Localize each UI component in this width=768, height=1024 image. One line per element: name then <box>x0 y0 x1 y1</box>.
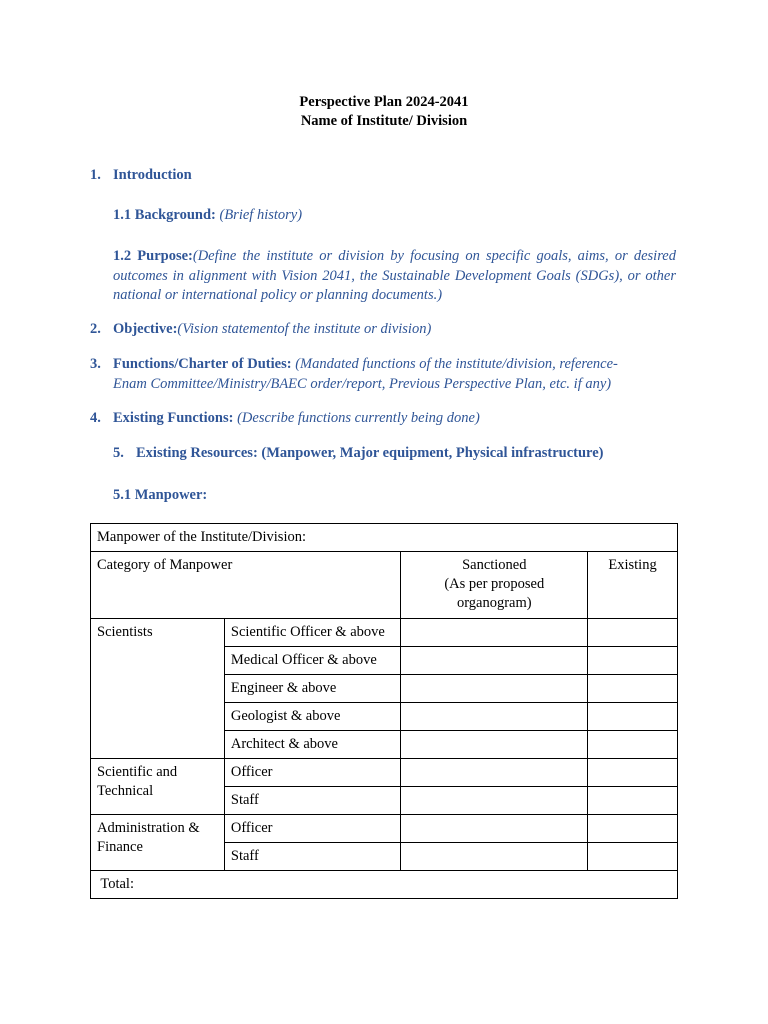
section-3-text-line1: (Mandated functions of the institute/division, reference- <box>291 356 618 372</box>
sanctioned-cell[interactable] <box>401 843 588 871</box>
group-scientists: Scientists <box>91 619 225 759</box>
existing-cell[interactable] <box>588 619 678 647</box>
group-name-line2: Finance <box>97 839 143 855</box>
header-sanctioned <box>401 552 588 619</box>
sanctioned-cell[interactable] <box>401 675 588 703</box>
table-caption-row <box>91 524 678 552</box>
group-name-line1: Administration & <box>97 820 200 836</box>
row-label: Staff <box>224 787 401 815</box>
row-label: Medical Officer & above <box>224 647 401 675</box>
existing-cell[interactable] <box>588 731 678 759</box>
section-3-heading: Functions/Charter of Duties: <box>113 356 292 372</box>
table-row <box>91 619 678 647</box>
header-existing: Existing <box>588 552 678 619</box>
total-label: Total: <box>91 871 678 899</box>
row-label: Officer <box>224 815 401 843</box>
group-administration-finance <box>91 815 225 871</box>
row-label: Architect & above <box>224 731 401 759</box>
section-1-2 <box>113 247 676 306</box>
section-1-heading: Introduction <box>113 167 192 183</box>
section-3-number: 3. <box>90 356 101 372</box>
section-2-number: 2. <box>90 321 101 337</box>
row-label: Officer <box>224 759 401 787</box>
section-1-2-text: (Define the institute or division by focusing on specific goals, aims, or desired outcomes in alignment with Vision 2041, the Sustainable Development Goals (SDGs), or other national or international policy or planning documents.) <box>113 248 676 303</box>
row-label: Engineer & above <box>224 675 401 703</box>
group-name-line2: Technical <box>97 783 154 799</box>
existing-cell[interactable] <box>588 759 678 787</box>
sanctioned-cell[interactable] <box>401 759 588 787</box>
sanctioned-cell[interactable] <box>401 619 588 647</box>
section-2-heading: Objective: <box>113 321 178 337</box>
header-sanctioned-line2: (As per proposed <box>444 576 545 592</box>
section-5-number: 5. <box>113 445 124 461</box>
sanctioned-cell[interactable] <box>401 731 588 759</box>
sanctioned-cell[interactable] <box>401 815 588 843</box>
table-caption: Manpower of the Institute/Division: <box>91 524 678 552</box>
section-5-1-heading: 5.1 Manpower: <box>113 487 208 503</box>
header-category: Category of Manpower <box>91 552 401 619</box>
existing-cell[interactable] <box>588 843 678 871</box>
existing-cell[interactable] <box>588 703 678 731</box>
existing-cell[interactable] <box>588 787 678 815</box>
section-1-2-heading: 1.2 Purpose: <box>113 248 193 264</box>
section-4-number: 4. <box>90 410 101 426</box>
section-2-text: (Vision statementof the institute or division) <box>177 321 432 337</box>
sanctioned-cell[interactable] <box>401 787 588 815</box>
section-4-text: (Describe functions currently being done) <box>233 410 480 426</box>
section-1-1-text: (Brief history) <box>215 207 303 223</box>
group-scientific-technical <box>91 759 225 815</box>
table-row <box>91 815 678 843</box>
section-4-heading: Existing Functions: <box>113 410 234 426</box>
section-5-heading: Existing Resources: (Manpower, Major equipment, Physical infrastructure) <box>136 445 604 461</box>
table-row <box>91 759 678 787</box>
row-label: Geologist & above <box>224 703 401 731</box>
manpower-table <box>90 523 678 899</box>
header-sanctioned-line1: Sanctioned <box>462 557 527 573</box>
row-label: Staff <box>224 843 401 871</box>
existing-cell[interactable] <box>588 815 678 843</box>
sanctioned-cell[interactable] <box>401 703 588 731</box>
document-title: Perspective Plan 2024-2041 <box>299 94 469 110</box>
header-sanctioned-line3: organogram) <box>456 595 532 611</box>
row-label: Scientific Officer & above <box>224 619 401 647</box>
table-total-row <box>91 871 678 899</box>
sanctioned-cell[interactable] <box>401 647 588 675</box>
section-1-1-heading: 1.1 Background: <box>113 207 216 223</box>
section-1-number: 1. <box>90 167 101 183</box>
document-subtitle: Name of Institute/ Division <box>300 113 468 129</box>
section-3-text-line2: Enam Committee/Ministry/BAEC order/report, Previous Perspective Plan, etc. if any) <box>113 375 612 392</box>
group-name-line1: Scientific and <box>97 764 178 780</box>
table-header-row <box>91 552 678 619</box>
existing-cell[interactable] <box>588 647 678 675</box>
section-1-1 <box>113 206 302 226</box>
existing-cell[interactable] <box>588 675 678 703</box>
